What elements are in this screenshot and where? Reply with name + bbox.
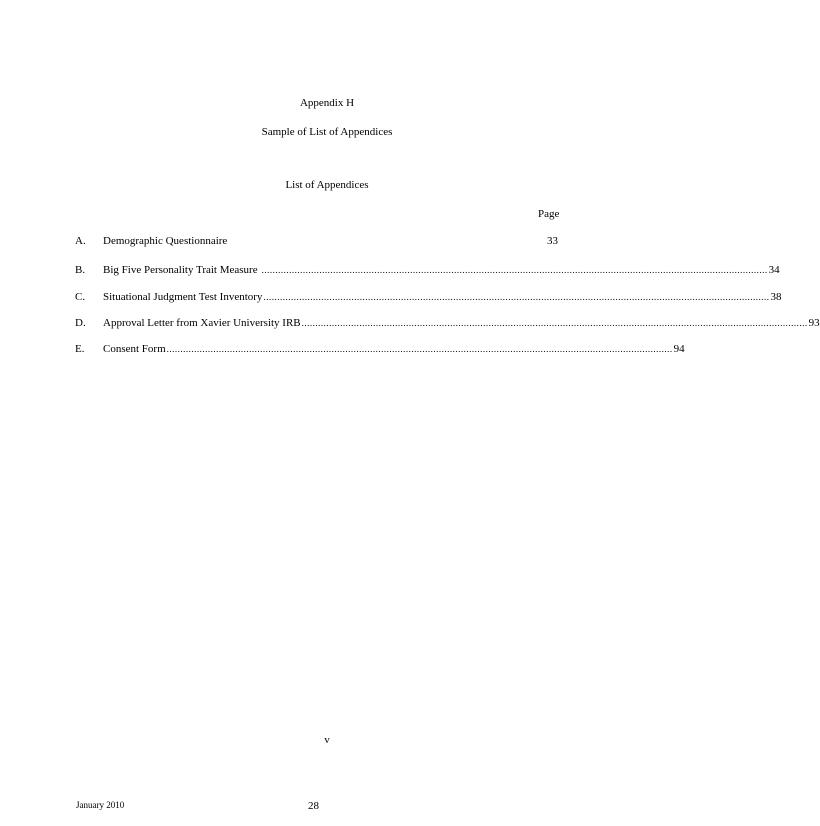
dot-leader: ........................................................................................................................................................................................: [263, 292, 770, 302]
roman-page-number: v: [324, 734, 330, 746]
dot-leader: ........................................................................................................................................................................................: [261, 265, 768, 275]
list-item-letter: E.: [75, 343, 85, 355]
list-item-letter: A.: [75, 235, 86, 247]
list-item-text: Demographic Questionnaire: [103, 235, 228, 247]
list-item: [75, 342, 685, 356]
list-item: [75, 316, 820, 330]
footer-page-number: 28: [308, 800, 319, 812]
list-item-text: Situational Judgment Test Inventory: [103, 291, 263, 303]
footer-date: January 2010: [76, 800, 125, 810]
list-item-page: 93: [808, 317, 820, 329]
appendix-subheading: Sample of List of Appendices: [261, 126, 393, 138]
appendix-heading: Appendix H: [299, 97, 355, 109]
list-item-letter: D.: [75, 317, 86, 329]
page-column-label: Page: [538, 208, 560, 220]
dot-leader: ........................................................................................................................................................................................: [301, 318, 808, 328]
list-item: [75, 263, 780, 277]
list-item-text: Consent Form: [103, 343, 166, 355]
list-item: [75, 234, 561, 248]
list-item-page: 33: [547, 235, 558, 247]
list-item-text: Approval Letter from Xavier University IRB: [103, 317, 301, 329]
list-item-page: 94: [673, 343, 685, 355]
list-item: [75, 290, 782, 304]
list-item-page: 34: [768, 264, 780, 276]
dot-leader: ........................................................................................................................................................................................: [166, 344, 673, 354]
list-title: List of Appendices: [285, 179, 369, 191]
list-item-letter: B.: [75, 264, 86, 276]
list-item-text: Big Five Personality Trait Measure: [103, 264, 258, 276]
list-item-letter: C.: [75, 291, 86, 303]
list-item-page: 38: [770, 291, 782, 303]
